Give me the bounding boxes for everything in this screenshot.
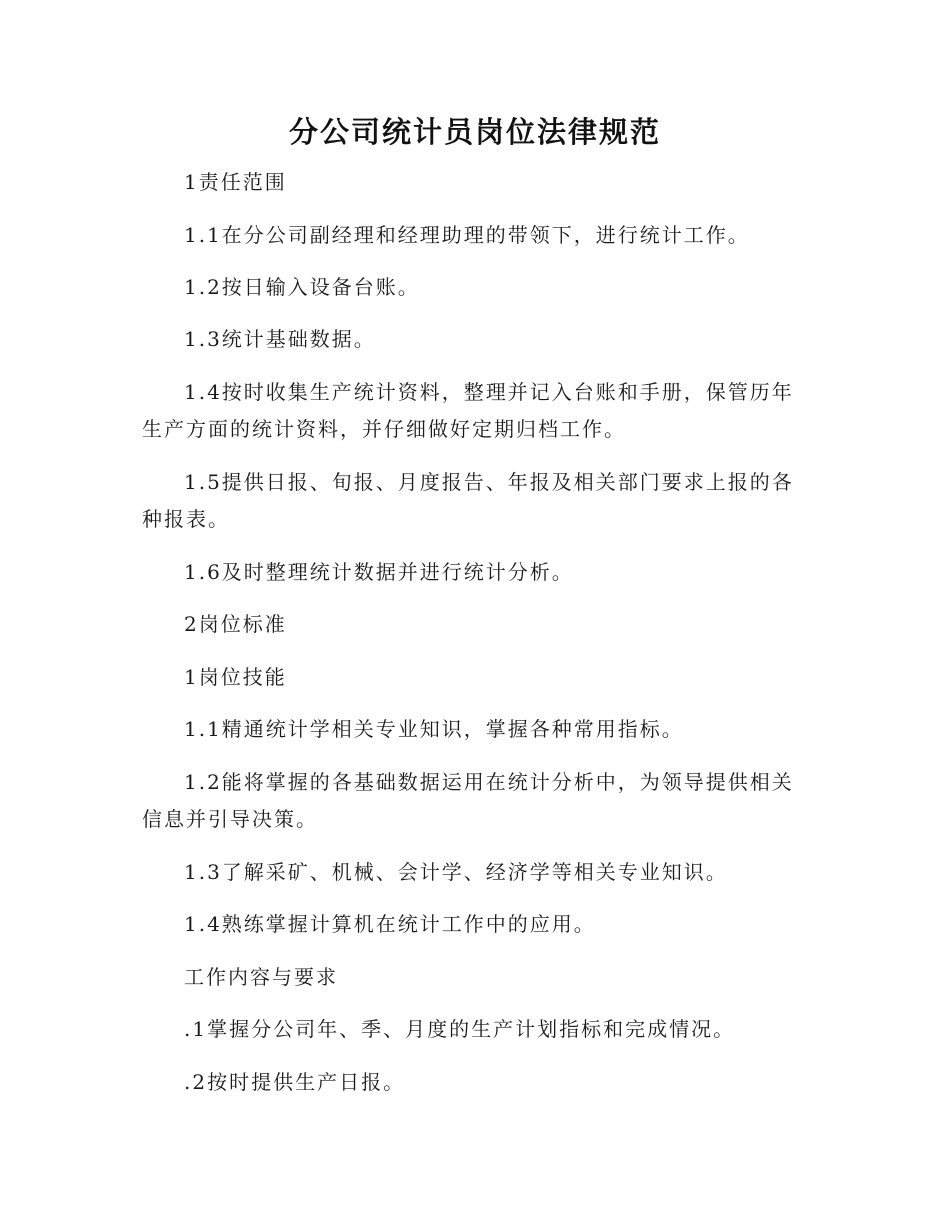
paragraph-1-3: 1.3统计基础数据。 bbox=[184, 327, 376, 351]
paragraph-skill-1-1: 1.1精通统计学相关专业知识，掌握各种常用指标。 bbox=[184, 717, 684, 741]
paragraph-1-6: 1.6及时整理统计数据并进行统计分析。 bbox=[184, 560, 574, 584]
paragraph-skills-heading: 1岗位技能 bbox=[184, 665, 287, 689]
paragraph-skill-1-2: 1.2能将掌握的各基础数据运用在统计分析中，为领导提供相关信息并引导决策。 bbox=[142, 770, 794, 831]
paragraph-work-heading: 工作内容与要求 bbox=[184, 965, 338, 989]
paragraph-1-5: 1.5提供日报、旬报、月度报告、年报及相关部门要求上报的各种报表。 bbox=[142, 470, 794, 531]
paragraph-section-1-heading: 1责任范围 bbox=[184, 170, 287, 194]
paragraph-work-2: .2按时提供生产日报。 bbox=[184, 1070, 406, 1094]
paragraph-section-2-heading: 2岗位标准 bbox=[184, 612, 287, 636]
paragraph-1-1: 1.1在分公司副经理和经理助理的带领下，进行统计工作。 bbox=[184, 223, 750, 247]
paragraph-skill-1-4: 1.4熟练掌握计算机在统计工作中的应用。 bbox=[184, 912, 596, 936]
document-title: 分公司统计员岗位法律规范 bbox=[288, 115, 661, 149]
paragraph-skill-1-3: 1.3了解采矿、机械、会计学、经济学等相关专业知识。 bbox=[184, 860, 728, 884]
paragraph-1-4: 1.4按时收集生产统计资料，整理并记入台账和手册，保管历年生产方面的统计资料，并仔细做好定期归档工作。 bbox=[142, 380, 794, 441]
paragraph-1-2: 1.2按日输入设备台账。 bbox=[184, 275, 420, 299]
paragraph-work-1: .1掌握分公司年、季、月度的生产计划指标和完成情况。 bbox=[184, 1017, 736, 1041]
